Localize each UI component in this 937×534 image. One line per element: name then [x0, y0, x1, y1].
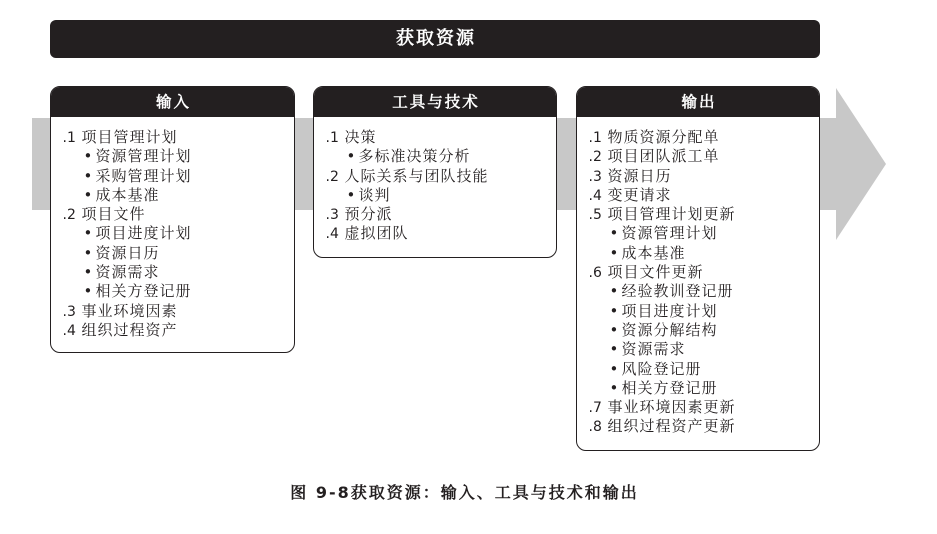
item-number: .1	[62, 130, 76, 146]
sub-list-item	[589, 282, 820, 301]
sub-item-text: 谈判	[358, 185, 391, 204]
bullet: •	[83, 166, 93, 185]
sub-item-text: 经验教训登记册	[621, 282, 734, 301]
sub-list-item	[63, 282, 295, 301]
inputs-list	[51, 117, 294, 340]
sub-list-item	[589, 379, 820, 398]
item-text: 事业环境因素	[81, 301, 178, 320]
sub-item-text: 项目进度计划	[95, 224, 192, 243]
item-number: .6	[588, 265, 602, 282]
outputs-box	[576, 86, 820, 451]
item-text: 人际关系与团队技能	[344, 166, 489, 185]
bullet: •	[83, 185, 93, 204]
process-title: 获取资源	[396, 28, 476, 49]
sub-item-text: 成本基准	[621, 243, 686, 262]
item-text: 组织过程资产更新	[607, 417, 736, 436]
bullet: •	[609, 282, 619, 301]
sub-list-item	[589, 360, 820, 379]
item-number: .2	[325, 168, 339, 185]
sub-list-item	[589, 244, 820, 263]
item-number: .4	[325, 226, 339, 243]
bullet: •	[609, 320, 619, 339]
item-text: 物质资源分配单	[607, 128, 720, 146]
sub-item-text: 资源需求	[95, 263, 160, 282]
item-number: .8	[588, 419, 602, 436]
bullet: •	[83, 224, 93, 243]
item-number: .5	[588, 207, 602, 224]
bullet: •	[83, 147, 93, 166]
sub-list-item	[63, 263, 295, 282]
item-text: 事业环境因素更新	[607, 398, 736, 417]
sub-list-item	[589, 302, 820, 321]
item-text: 项目文件	[81, 205, 146, 224]
list-item	[63, 205, 295, 224]
sub-item-text: 相关方登记册	[621, 378, 718, 397]
sub-item-text: 采购管理计划	[95, 166, 192, 185]
tools-header	[314, 87, 556, 117]
list-item	[63, 128, 295, 147]
sub-item-text: 资源管理计划	[621, 224, 718, 243]
item-number: .1	[588, 130, 602, 146]
list-item	[589, 186, 820, 205]
item-text: 项目管理计划	[81, 128, 178, 146]
sub-item-text: 项目进度计划	[621, 301, 718, 320]
sub-list-item	[326, 147, 557, 166]
outputs-header-label: 输出	[681, 93, 717, 111]
item-text: 决策	[344, 128, 377, 146]
item-number: .2	[62, 207, 76, 224]
list-item	[589, 128, 820, 147]
list-item	[326, 205, 557, 224]
figure-caption: 图 9-8获取资源：输入、工具与技术和输出	[290, 483, 639, 502]
sub-item-text: 成本基准	[95, 185, 160, 204]
sub-list-item	[63, 147, 295, 166]
sub-item-text: 资源日历	[95, 243, 160, 262]
sub-list-item	[326, 186, 557, 205]
list-item	[589, 417, 820, 436]
sub-item-text: 相关方登记册	[95, 282, 192, 301]
outputs-list	[577, 117, 819, 437]
bullet: •	[83, 282, 93, 301]
item-text: 项目团队派工单	[607, 147, 720, 166]
list-item	[63, 321, 295, 340]
sub-list-item	[63, 186, 295, 205]
item-number: .3	[588, 168, 602, 185]
bullet: •	[609, 359, 619, 378]
sub-item-text: 资源分解结构	[621, 320, 718, 339]
sub-item-text: 多标准决策分析	[358, 147, 471, 166]
tools-header-label: 工具与技术	[392, 93, 480, 111]
item-number: .1	[325, 130, 339, 146]
tools-list	[314, 117, 556, 244]
sub-item-text: 资源管理计划	[95, 147, 192, 166]
item-text: 预分派	[344, 205, 393, 224]
item-text: 变更请求	[607, 185, 672, 204]
item-text: 项目管理计划更新	[607, 205, 736, 224]
tools-box	[313, 86, 557, 258]
sub-list-item	[63, 224, 295, 243]
sub-list-item	[63, 244, 295, 263]
bullet: •	[83, 263, 93, 282]
sub-item-text: 风险登记册	[621, 359, 702, 378]
bullet: •	[609, 243, 619, 262]
item-number: .7	[588, 400, 602, 417]
bullet: •	[83, 243, 93, 262]
item-text: 项目文件更新	[607, 263, 704, 282]
sub-list-item	[589, 321, 820, 340]
item-text: 组织过程资产	[81, 320, 178, 339]
sub-list-item	[589, 224, 820, 243]
outputs-header	[577, 87, 819, 117]
inputs-box	[50, 86, 295, 353]
sub-item-text: 资源需求	[621, 340, 686, 359]
bullet: •	[609, 378, 619, 397]
item-number: .4	[588, 187, 602, 204]
list-item	[589, 167, 820, 186]
bullet: •	[609, 224, 619, 243]
list-item	[589, 205, 820, 224]
bullet: •	[609, 340, 619, 359]
list-item	[326, 224, 557, 243]
item-number: .4	[62, 322, 76, 339]
list-item	[589, 263, 820, 282]
bullet: •	[346, 185, 356, 204]
inputs-header-label: 输入	[155, 93, 191, 111]
list-item	[326, 128, 557, 147]
sub-list-item	[589, 340, 820, 359]
item-text: 资源日历	[607, 166, 672, 185]
process-title-bar	[50, 20, 820, 58]
list-item	[589, 398, 820, 417]
item-text: 虚拟团队	[344, 224, 409, 243]
item-number: .3	[62, 303, 76, 320]
bullet: •	[346, 147, 356, 166]
list-item	[326, 167, 557, 186]
list-item	[63, 302, 295, 321]
item-number: .3	[325, 207, 339, 224]
bullet: •	[609, 301, 619, 320]
list-item	[589, 147, 820, 166]
item-number: .2	[588, 149, 602, 166]
inputs-header	[51, 87, 294, 117]
sub-list-item	[63, 167, 295, 186]
